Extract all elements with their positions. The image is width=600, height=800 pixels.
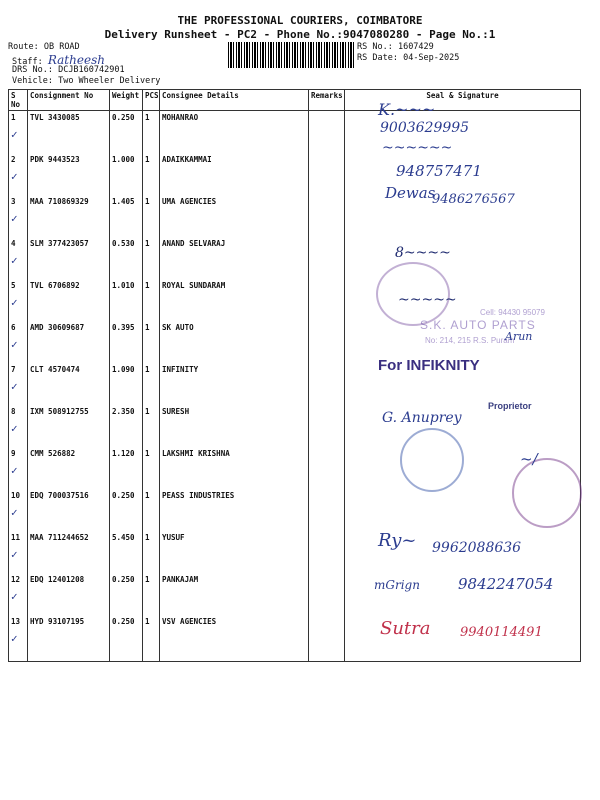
weight-cell-text: 0.530	[112, 239, 135, 248]
sno-cell	[9, 531, 28, 573]
sno-cell-text: 10	[11, 491, 21, 500]
col-header-signature: Seal & Signature	[345, 90, 581, 111]
remarks-cell	[309, 321, 345, 363]
signature-1-phone: 9003629995	[380, 120, 470, 136]
consignee-cell-text: SURESH	[162, 407, 190, 416]
consignee-cell-text: ANAND SELVARAJ	[162, 239, 226, 248]
pcs-cell-text: 1	[145, 575, 150, 584]
sno-cell	[9, 237, 28, 279]
sno-cell-text: 12	[11, 575, 21, 584]
vehicle-value: Two Wheeler Delivery	[58, 76, 161, 86]
weight-cell	[110, 321, 143, 363]
table-header-row	[9, 90, 581, 111]
pcs-cell	[143, 195, 160, 237]
col-header-weight: Weight	[110, 90, 143, 111]
sno-cell	[9, 615, 28, 662]
signature-2-number: 948757471	[396, 162, 482, 180]
rs-no-value: 1607429	[397, 42, 434, 52]
remarks-cell	[309, 153, 345, 195]
consignee-cell	[160, 237, 309, 279]
remarks-cell	[309, 405, 345, 447]
sno-cell	[9, 279, 28, 321]
remarks-cell	[309, 237, 345, 279]
weight-cell-text: 0.395	[112, 323, 135, 332]
sno-cell	[9, 489, 28, 531]
consignment-cell	[28, 237, 110, 279]
table-row	[9, 405, 581, 447]
barcode-image	[228, 42, 354, 68]
remarks-cell	[309, 573, 345, 615]
sno-cell-text: 8	[11, 407, 16, 416]
pcs-cell-text: 1	[145, 239, 150, 248]
weight-cell-text: 1.090	[112, 365, 135, 374]
sno-cell-text: 13	[11, 617, 21, 626]
route-value: OB ROAD	[43, 42, 80, 52]
check-mark-icon: ✓	[11, 170, 18, 183]
signature-11: Ry~	[378, 530, 417, 551]
weight-cell-text: 0.250	[112, 617, 135, 626]
sno-cell-text: 5	[11, 281, 16, 290]
col-header-consignee: Consignee Details	[160, 90, 309, 111]
table-row	[9, 237, 581, 279]
check-mark-icon: ✓	[11, 338, 18, 351]
consignee-cell	[160, 363, 309, 405]
sno-cell-text: 9	[11, 449, 16, 458]
sk-stamp-cell: Cell: 94430 95079	[480, 308, 545, 317]
pcs-cell-text: 1	[145, 617, 150, 626]
runsheet-subtitle: Delivery Runsheet - PC2 - Phone No.:9047080280 - Page No.:1	[104, 28, 496, 41]
weight-cell	[110, 153, 143, 195]
rs-date-value: 04-Sep-2025	[403, 53, 460, 63]
pcs-cell-text: 1	[145, 491, 150, 500]
consignment-cell	[28, 111, 110, 154]
consignee-cell-text: YUSUF	[162, 533, 185, 542]
circular-stamp-10	[512, 458, 582, 528]
vehicle-label: Vehicle:	[12, 76, 53, 86]
check-mark-icon: ✓	[11, 590, 18, 603]
consignment-cell-text: TVL 3430085	[30, 113, 80, 122]
consignment-cell-text: EDQ 700037516	[30, 491, 89, 500]
circular-stamp-9	[400, 428, 464, 492]
weight-cell-text: 1.010	[112, 281, 135, 290]
sk-stamp-name: S.K. AUTO PARTS	[420, 318, 536, 332]
sno-cell	[9, 321, 28, 363]
signature-4: 8~~~~	[395, 245, 451, 261]
weight-cell	[110, 531, 143, 573]
consignment-cell-text: AMD 30609687	[30, 323, 85, 332]
consignee-cell-text: VSV AGENCIES	[162, 617, 217, 626]
sno-cell	[9, 405, 28, 447]
consignment-cell-text: HYD 93107195	[30, 617, 85, 626]
consignee-cell	[160, 531, 309, 573]
col-header-sno: S No	[9, 90, 28, 111]
rs-no-label: RS No.:	[357, 42, 393, 52]
drs-label: DRS No.:	[12, 65, 53, 75]
consignee-cell	[160, 447, 309, 489]
pcs-cell-text: 1	[145, 407, 150, 416]
consignee-cell-text: ADAIKKAMMAI	[162, 155, 212, 164]
consignee-cell-text: PEASS INDUSTRIES	[162, 491, 235, 500]
remarks-cell	[309, 531, 345, 573]
sno-cell	[9, 195, 28, 237]
consignment-cell	[28, 195, 110, 237]
drs-line	[12, 65, 125, 75]
consignee-cell-text: INFINITY	[162, 365, 199, 374]
consignment-cell-text: PDK 9443523	[30, 155, 80, 164]
weight-cell	[110, 279, 143, 321]
pcs-cell	[143, 489, 160, 531]
remarks-cell	[309, 195, 345, 237]
weight-cell-text: 0.250	[112, 491, 135, 500]
consignment-cell-text: EDQ 12401208	[30, 575, 85, 584]
consignee-cell	[160, 405, 309, 447]
weight-cell-text: 2.350	[112, 407, 135, 416]
weight-cell	[110, 615, 143, 662]
consignment-cell	[28, 321, 110, 363]
consignment-cell	[28, 615, 110, 662]
pcs-cell-text: 1	[145, 449, 150, 458]
sno-cell	[9, 573, 28, 615]
check-mark-icon: ✓	[11, 128, 18, 141]
weight-cell-text: 0.250	[112, 113, 135, 122]
weight-cell	[110, 111, 143, 154]
signature-5: ~~~~~	[398, 292, 457, 308]
consignee-cell-text: ROYAL SUNDARAM	[162, 281, 226, 290]
pcs-cell	[143, 405, 160, 447]
consignment-cell	[28, 447, 110, 489]
weight-cell	[110, 405, 143, 447]
consignment-cell-text: CMM 526882	[30, 449, 76, 458]
remarks-cell	[309, 363, 345, 405]
consignee-cell	[160, 615, 309, 662]
consignment-cell	[28, 153, 110, 195]
weight-cell-text: 0.250	[112, 575, 135, 584]
pcs-cell-text: 1	[145, 323, 150, 332]
sno-cell	[9, 363, 28, 405]
pcs-cell-text: 1	[145, 113, 150, 122]
check-mark-icon: ✓	[11, 254, 18, 267]
pcs-cell	[143, 321, 160, 363]
weight-cell	[110, 489, 143, 531]
pcs-cell	[143, 531, 160, 573]
staff-handwritten: Ratheesh	[47, 53, 105, 67]
table-row	[9, 489, 581, 531]
weight-cell	[110, 573, 143, 615]
weight-cell-text: 5.450	[112, 533, 135, 542]
weight-cell-text: 1.120	[112, 449, 135, 458]
sno-cell-text: 1	[11, 113, 16, 122]
check-mark-icon: ✓	[11, 632, 18, 645]
pcs-cell	[143, 237, 160, 279]
consignment-cell	[28, 405, 110, 447]
consignment-cell-text: MAA 710869329	[30, 197, 89, 206]
sno-cell-text: 3	[11, 197, 16, 206]
pcs-cell	[143, 447, 160, 489]
consignee-cell	[160, 279, 309, 321]
sno-cell-text: 4	[11, 239, 16, 248]
consignment-cell-text: IXM 508912755	[30, 407, 89, 416]
check-mark-icon: ✓	[11, 380, 18, 393]
sno-cell-text: 7	[11, 365, 16, 374]
consignee-cell-text: LAKSHMI KRISHNA	[162, 449, 230, 458]
route-line	[8, 42, 80, 52]
col-header-remarks: Remarks	[309, 90, 345, 111]
pcs-cell	[143, 279, 160, 321]
pcs-cell	[143, 573, 160, 615]
check-mark-icon: ✓	[11, 548, 18, 561]
check-mark-icon: ✓	[11, 422, 18, 435]
consignment-cell-text: MAA 711244652	[30, 533, 89, 542]
remarks-cell	[309, 279, 345, 321]
check-mark-icon: ✓	[11, 506, 18, 519]
remarks-cell	[309, 447, 345, 489]
pcs-cell	[143, 363, 160, 405]
signature-12: mGrign	[374, 578, 420, 592]
signature-8: G. Anuprey	[382, 410, 462, 426]
sno-cell	[9, 111, 28, 154]
pcs-cell-text: 1	[145, 281, 150, 290]
signature-12-phone: 9842247054	[458, 575, 554, 593]
consignment-cell-text: TVL 6706892	[30, 281, 80, 290]
signature-cell	[345, 405, 581, 447]
col-header-pcs: PCS	[143, 90, 160, 111]
consignee-cell-text: UMA AGENCIES	[162, 197, 217, 206]
sk-stamp-address: No: 214, 215 R.S. Puram	[425, 336, 515, 345]
remarks-cell	[309, 111, 345, 154]
vehicle-line	[12, 76, 160, 86]
rs-date-line	[357, 53, 459, 63]
weight-cell	[110, 237, 143, 279]
consignee-cell-text: MOHANRAO	[162, 113, 199, 122]
weight-cell-text: 1.000	[112, 155, 135, 164]
weight-cell-text: 1.405	[112, 197, 135, 206]
staff-label: Staff:	[12, 57, 43, 67]
remarks-cell	[309, 489, 345, 531]
consignee-cell	[160, 489, 309, 531]
check-mark-icon: ✓	[11, 212, 18, 225]
col-header-consignment: Consignment No	[28, 90, 110, 111]
consignee-cell	[160, 321, 309, 363]
sno-cell	[9, 447, 28, 489]
proprietor-text: Proprietor	[488, 401, 532, 411]
weight-cell	[110, 363, 143, 405]
rs-date-label: RS Date:	[357, 53, 398, 63]
check-mark-icon: ✓	[11, 464, 18, 477]
sno-cell	[9, 153, 28, 195]
consignee-cell-text: PANKAJAM	[162, 575, 199, 584]
consignment-cell	[28, 363, 110, 405]
remarks-cell	[309, 615, 345, 662]
route-label: Route:	[8, 42, 39, 52]
signature-11-phone: 9962088636	[432, 540, 522, 556]
pcs-cell	[143, 153, 160, 195]
consignee-cell-text: SK AUTO	[162, 323, 194, 332]
drs-value: DCJB160742901	[58, 65, 125, 75]
table-row	[9, 447, 581, 489]
pcs-cell	[143, 111, 160, 154]
consignee-cell	[160, 573, 309, 615]
weight-cell	[110, 447, 143, 489]
consignee-cell	[160, 111, 309, 154]
sno-cell-text: 2	[11, 155, 16, 164]
signature-3: Dewas	[385, 184, 436, 202]
signature-9: ~/	[520, 450, 538, 468]
sno-cell-text: 6	[11, 323, 16, 332]
signature-6: Arun	[505, 330, 533, 343]
consignee-cell	[160, 153, 309, 195]
signature-1: K.~~~	[378, 100, 436, 119]
consignee-cell	[160, 195, 309, 237]
weight-cell	[110, 195, 143, 237]
consignment-cell	[28, 489, 110, 531]
pcs-cell-text: 1	[145, 365, 150, 374]
pcs-cell-text: 1	[145, 197, 150, 206]
check-mark-icon: ✓	[11, 296, 18, 309]
table-row	[9, 111, 581, 154]
table-row	[9, 363, 581, 405]
consignment-cell	[28, 531, 110, 573]
signature-cell	[345, 237, 581, 279]
table-row	[9, 153, 581, 195]
pcs-cell	[143, 615, 160, 662]
signature-13: Sutra	[380, 618, 431, 639]
consignment-cell	[28, 573, 110, 615]
infinity-seal: For INFIKNITY	[378, 357, 480, 374]
signature-3-phone: 9486276567	[432, 192, 515, 207]
consignment-cell-text: SLM 377423057	[30, 239, 89, 248]
signature-2: ~~~~~~	[382, 140, 453, 156]
signature-13-phone: 9940114491	[460, 625, 543, 640]
pcs-cell-text: 1	[145, 155, 150, 164]
pcs-cell-text: 1	[145, 533, 150, 542]
sno-cell-text: 11	[11, 533, 21, 542]
company-title: THE PROFESSIONAL COURIERS, COIMBATORE	[177, 14, 423, 27]
consignment-cell	[28, 279, 110, 321]
rs-no-line	[357, 42, 434, 52]
consignment-cell-text: CLT 4570474	[30, 365, 80, 374]
